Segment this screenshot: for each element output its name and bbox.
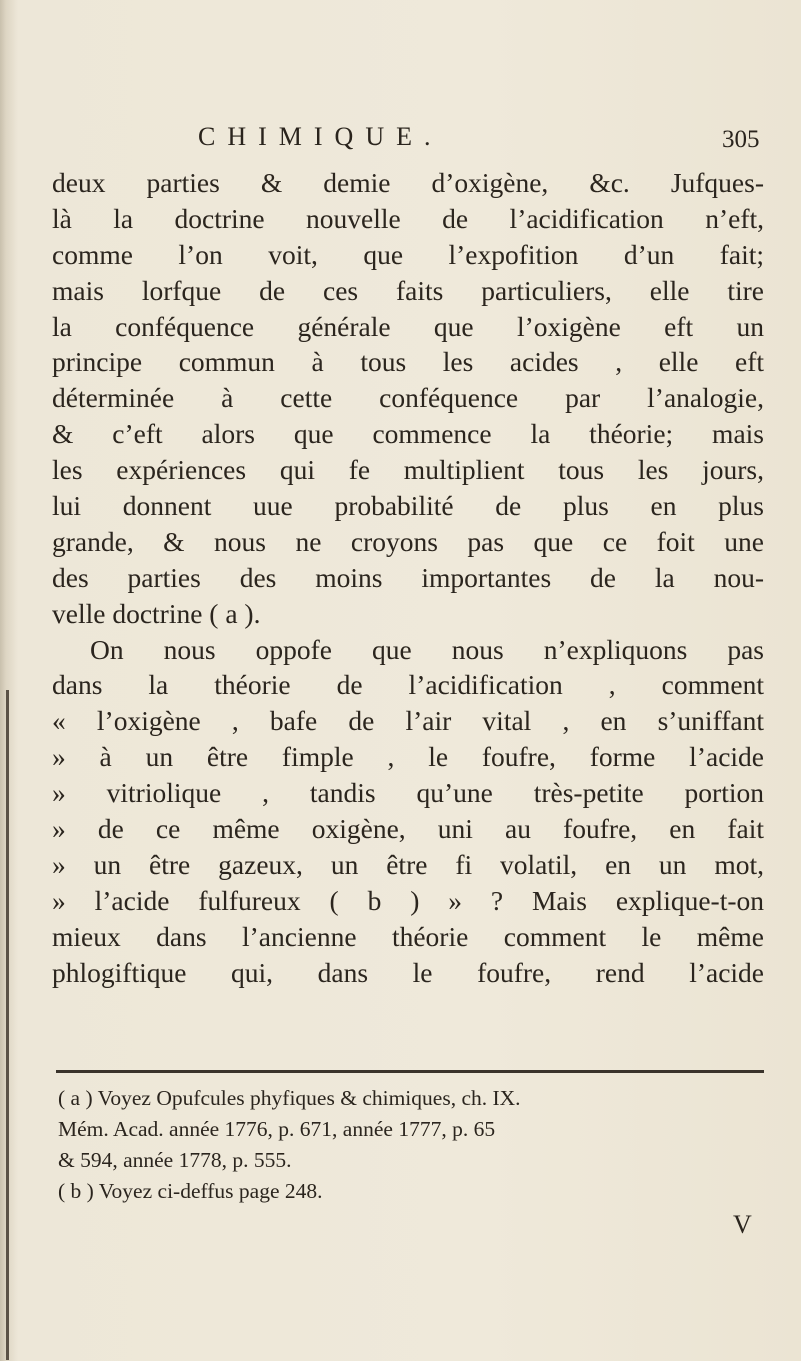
body-text [52, 165, 764, 990]
text-line: déterminée à cette conféquence par l’analogie, [52, 382, 764, 414]
text-line: grande, & nous ne croyons pas que ce foit une [52, 525, 764, 557]
text-line: » de ce même oxigène, uni au foufre, en fait [52, 813, 764, 845]
text-line: comme l’on voit, que l’expofition d’un fait; [52, 238, 764, 270]
footnote-divider [56, 1070, 764, 1073]
text-line: & c’eft alors que commence la théorie; mais [52, 418, 764, 450]
text-line: » vitriolique , tandis qu’une très-petite portion [52, 777, 764, 809]
text-line: On nous oppofe que nous n’expliquons pas [90, 633, 764, 665]
text-line: » un être gazeux, un être fi volatil, en un mot, [52, 848, 764, 880]
text-line: là la doctrine nouvelle de l’acidification n’eft, [52, 202, 764, 234]
text-line: lui donnent uue probabilité de plus en plus [52, 490, 764, 522]
page-header [0, 122, 801, 162]
text-line: deux parties & demie d’oxigène, &c. Jufques- [52, 167, 764, 198]
text-line: la conféquence générale que l’oxigène eft un [52, 310, 764, 342]
footnote-line: ( b ) Voyez ci-deffus page 248. [58, 1179, 323, 1203]
text-line: phlogiftique qui, dans le foufre, rend l’acide [52, 956, 764, 988]
signature-mark: V [733, 1210, 752, 1239]
footnote-line: & 594, année 1778, p. 555. [58, 1148, 292, 1172]
text-line: mieux dans l’ancienne théorie comment le même [52, 920, 764, 952]
text-line: velle doctrine ( a ). [52, 597, 261, 629]
footnote-line: ( a ) Voyez Opufcules phyfiques & chimiques, ch. IX. [58, 1086, 521, 1110]
text-line: mais lorfque de ces faits particuliers, elle tire [52, 274, 764, 306]
text-line: les expériences qui fe multiplient tous les jours, [52, 454, 764, 486]
text-line: « l’oxigène , bafe de l’air vital , en s’uniffant [52, 705, 764, 737]
running-title: CHIMIQUE. [198, 122, 443, 151]
page-number: 305 [722, 126, 760, 153]
text-line: des parties des moins importantes de la nou- [52, 561, 764, 593]
text-line: dans la théorie de l’acidification , comment [52, 669, 764, 701]
footnote-line: Mém. Acad. année 1776, p. 671, année 1777, p. 65 [58, 1117, 496, 1141]
text-line: principe commun à tous les acides , elle eft [52, 346, 764, 378]
text-line: » l’acide fulfureux ( b ) » ? Mais explique-t-on [52, 884, 764, 916]
footnotes [58, 1083, 764, 1207]
text-line: » à un être fimple , le foufre, forme l’acide [52, 741, 764, 773]
binding-edge [6, 690, 9, 1360]
